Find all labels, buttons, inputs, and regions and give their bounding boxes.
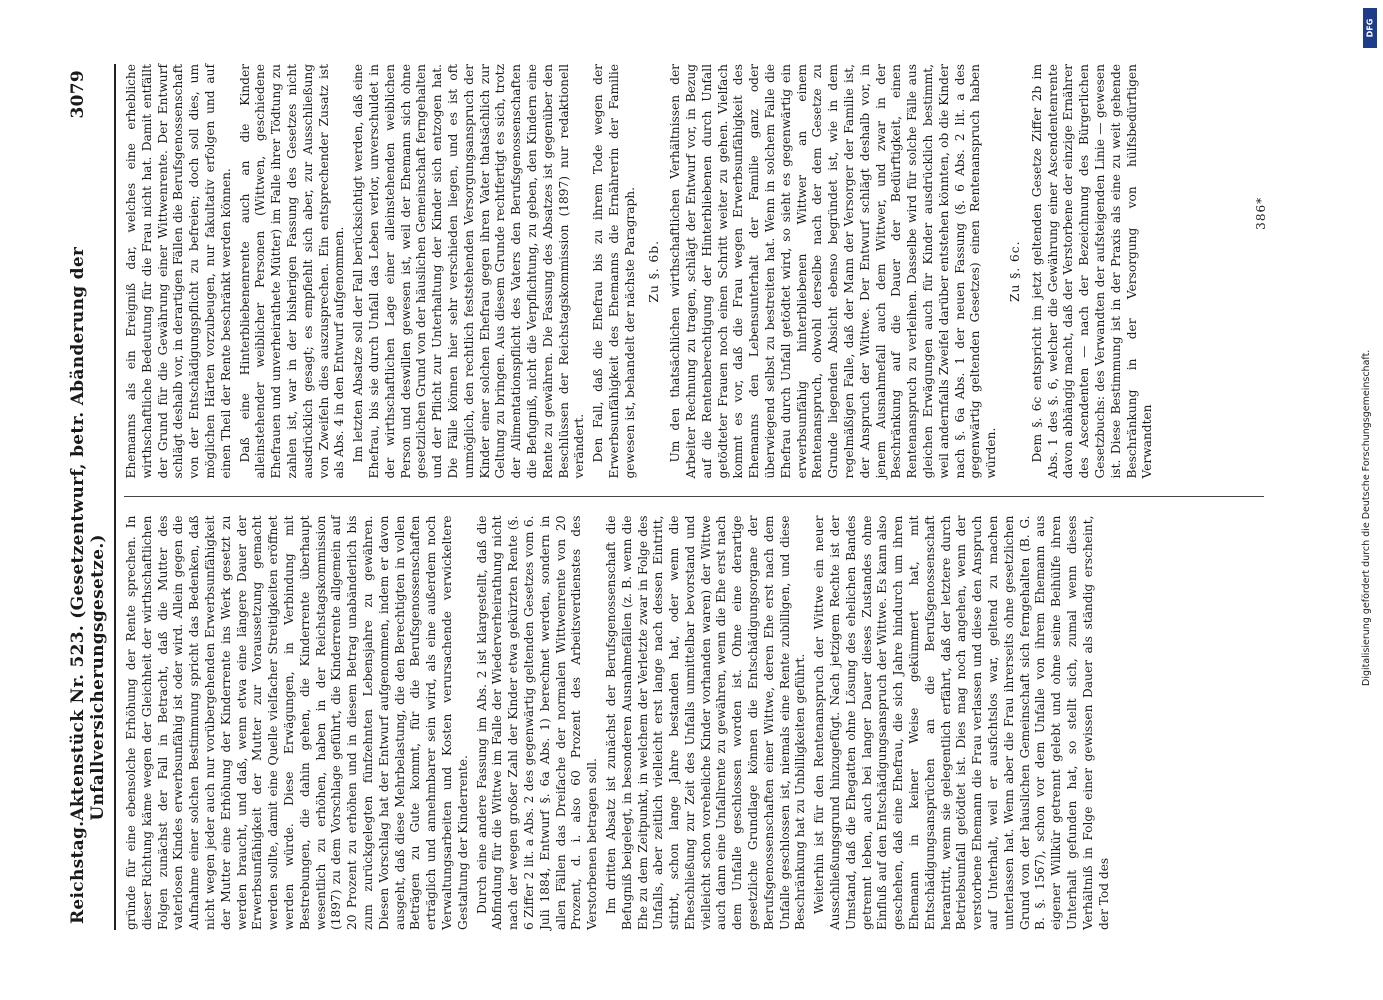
paragraph: Durch eine andere Fassung im Abs. 2 ist klargestellt, daß die Abfindung für die Wittwe im Falle der Wiederverheirathung nicht nach der wegen großer Zahl der Kinder etwa gekürzten Rente (§. 6 Ziffer 2 lit. a Abs. 2 des gegenwärtig geltenden Gesetzes vom 6. Juli 1884, Entwurf §. 6a Abs. 1) berechnet werden, sondern in allen Fällen das Dreifache der normalen Wittwenrente von 20 Prozent, d. i. also 60 Prozent des Arbeitsverdienstes des Verstorbenen betragen soll. [474, 515, 599, 930]
header-left: Reichstag. [67, 820, 88, 924]
page-number: 3079 [67, 70, 88, 119]
paragraph: Um den thatsächlichen wirthschaftlichen Verhältnissen der Arbeiter Rechnung zu tragen, schlägt der Entwurf vor, in Bezug auf die Rentenberechtigung der Hinterbliebenen durch Unfall getödteter Frauen noch einen Schritt weiter zu gehen. Vielfach kommt es vor, daß die Frau wegen Erwerbsunfähigkeit des Ehemanns den Lebensunterhalt der Familie ganz oder überwiegend selbst zu bestreiten hat. Wenn in solchem Falle die Ehefrau durch Unfall getödtet wird, so sieht es gegenwärtig ein erwerbsunfähig hinterbliebenen Wittwer an einem Rentenanspruch, obwohl derselbe nach der dem Gesetze zu Grunde liegenden Absicht ebenso begründet ist, wie in dem regelmäßigen Falle, daß der Mann der Versorger der Familie ist, der Anspruch der Wittwe. Der Entwurf schlägt deshalb vor, in jenem Ausnahmefall auch dem Wittwer, und zwar in der Beschränkung auf die Dauer der Bedürftigkeit, einen Rentenanspruch zu verleihen. Dasselbe wird für solche Fälle aus gleichen Erwägungen auch für Kinder ausdrücklich bestimmt, weil andernfalls Zweifel darüber entstehen könnten, ob die Kinder nach §. 6a Abs. 1 der neuen Fassung (§. 6 Abs. 2 lit. a des gegenwärtig geltenden Gesetzes) einen Rentenanspruch haben würden. [667, 64, 998, 479]
dfg-logo-text: DFG [1365, 18, 1375, 38]
right-column [123, 64, 1268, 479]
paragraph: Im dritten Absatz ist zunächst der Berufsgenossenschaft die Befugniß beigelegt, in besonderen Ausnahmefällen (z. B. wenn die Ehe zu dem Zeitpunkt, in welchem der Verletzte zwar in Folge des Unfalls, aber zeitlich vielleicht erst lange nach dessen Eintritt, stirbt, schon lange Jahre bestanden hat, oder wenn die Eheschließung zur Zeit des Unfalls unmittelbar bevorstand und vielleicht schon voreheliche Kinder vorhanden waren) der Wittwe auch dann eine Unfallrente zu gewähren, wenn die Ehe erst nach dem Unfalle geschlossen worden ist. Ohne eine derartige gesetzliche Grundlage können die Entschädigungsorgane der Berufsgenossenschaften einer Wittwe, deren Ehe erst nach dem Unfalle geschlossen ist, niemals eine Rente zubilligen, und diese Beschränkung hat zu Unbilligkeiten geführt. [603, 515, 807, 930]
paragraph: Weiterhin ist für den Rentenanspruch der Wittwe ein neuer Ausschließungsgrund hinzugefügt. Nach jetzigem Rechte ist der Umstand, daß die Ehegatten ohne Lösung des ehelichen Bandes getrennt leben, auch bei langer Dauer dieses Zustandes ohne Einfluß auf den Entschädigungsanspruch der Wittwe. Es kann also geschehen, daß eine Ehefrau, die sich Jahre hindurch um ihren Ehemann in keiner Weise gekümmert hat, mit Entschädigungsansprüchen an die Berufsgenossenschaft herantritt, wenn sie gelegentlich erfährt, daß der letztere durch Betriebsunfall getödtet ist. Dies mag noch angehen, wenn der verstorbene Ehemann die Frau verlassen und diese den Anspruch auf Unterhalt, weil er ausfichtslos war, geltend zu machen unterlassen hat. Wenn aber die Frau ihrerseits ohne gesetzlichen Grund von der häuslichen Gemeinschaft sich ferngehalten (B. G. B. §. 1567), schon vor dem Unfalle von ihrem Ehemann aus eigener Willkür getrennt gelebt und ohne seine Beihülfe ihren Unterhalt gefunden hat, so stellt sich, zumal wenn dieses Verhältniß in Folge einer gewissen Dauer als ständig erscheint, der Tod des [811, 515, 1111, 930]
section-heading-6c: Zu §. 6c. [1007, 240, 1022, 302]
signature-mark: 386* [1253, 196, 1268, 230]
header-rule [114, 64, 116, 930]
side-credit [1357, 6, 1377, 686]
section-heading-6b: Zu §. 6b. [646, 240, 660, 303]
side-credit-text: Digitalisierung gefördert durch die Deutsche Forschungsgemeinschaft. [1361, 349, 1372, 686]
dfg-logo [1363, 8, 1377, 48]
paragraph: Im letzten Absatze soll der Fall berücksichtigt werden, daß eine Ehefrau, bis sie durch Unfall das Leben verlor, unverschuldet in der wirthschaftlichen Lage einer alleinstehenden weiblichen Person und deswillen gewesen ist, weil der Ehemann sich ohne gesetzlichen Grund von der häuslichen Gemeinschaft ferngehalten und der Pflicht zur Unterhaltung der Kinder sich entzogen hat. Die Fälle können hier sehr verschieden liegen, und es ist oft unmöglich, den rechtlich feststehenden Versorgungsanspruch der Kinder einer solchen Ehefrau gegen ihren Vater thatsächlich zur Geltung zu bringen. Aus diesem Grunde rechtfertigt es sich, trotz der Alimentationspflicht des Vaters den Berufsgenossenschaften die Befugniß, nicht die Verpflichtung, zu geben, den Kindern eine Rente zu gewähren. Die Fassung des Absatzes ist gegenüber den Beschlüssen der Reichstagskommission (1897) nur redaktionell verändert. [350, 64, 586, 479]
rotated-document-page [42, 30, 1342, 970]
paragraph: Ehemanns als ein Ereigniß dar, welches eine erhebliche wirthschaftliche Bedeutung für die Frau nicht hat. Damit entfällt der Grund für die Gewährung einer Wittwenrente. Der Entwurf schlägt deshalb vor, in derartigen Fällen die Berufsgenossenschaft von der Entschädigungspflicht zu befreien; doch soll dies, um möglichen Härten vorzubeugen, nur fakultativ erfolgen und auf einen Theil der Rente beschränkt werden können. [123, 64, 233, 479]
paragraph: gründe für eine ebensolche Erhöhung der Rente sprechen. In dieser Richtung käme wegen der Gleichheit der wirthschaftlichen Folgen zunächst der Fall in Betracht, daß die Mutter des vaterlosen Kindes erwerbsunfähig ist oder wird. Allein gegen die Aufnahme einer solchen Bestimmung spricht das Bedenken, daß nicht wegen jeder auch nur vorübergehenden Erwerbsunfähigkeit der Mutter eine Erhöhung der Kinderrente ins Werk gesetzt zu werden braucht, und daß, wenn etwa eine längere Dauer der Erwerbsunfähigkeit der Mutter zur Voraussetzung gemacht werden sollte, damit eine Quelle vielfacher Streitigkeiten eröffnet werden würde. Diese Erwägungen, in Verbindung mit Bestrebungen, die dahin gehen, die Kinderrente überhaupt wesentlich zu erhöhen, haben in der Reichstagskommission (1897) zu dem Vorschlage geführt, die Kinderrente allgemein auf 20 Prozent zu erhöhen und in diesem Betrag unabänderlich bis zum zurückgelegten fünfzehnten Lebensjahre zu gewähren. Diesen Vorschlag hat der Entwurf aufgenommen, indem er davon ausgeht, daß diese Mehrbelastung, die den Berechtigten in vollen Beträgen zu Gute kommt, für die Berufsgenossenschaften erträglich und annehmbarer sein wird, als eine außerdem noch Verwaltungsarbeiten und Kosten verursachende verwickeltere Gestaltung der Kinderrente. [123, 515, 470, 930]
paragraph: Daß eine Hinterbliebenenrente auch an die Kinder alleinstehender weiblicher Personen (Wittwen, geschiedene Ehefrauen und unverheirathete Mütter) im Falle ihrer Tödtung zu zahlen ist, war in der bisherigen Fassung des Gesetzes nicht ausdrücklich gesagt; es empfiehlt sich aber, zur Ausschließung von Zweifeln dies auszusprechen. Ein entsprechender Zusatz ist als Abs. 4 in den Entwurf aufgenommen. [237, 64, 346, 479]
column-divider [124, 497, 1264, 498]
paragraph: Den Fall, daß die Ehefrau bis zu ihrem Tode wegen der Erwerbsunfähigkeit des Ehemanns die Ernährerin der Familie gewesen ist, behandelt der nächste Paragraph. [590, 64, 637, 479]
page-header [68, 64, 108, 930]
header-title: Aktenstück Nr. 523. (Gesetzentwurf, betr. Abänderung der Unfallversicherungsgesetze.) [67, 246, 108, 821]
left-column [124, 516, 1264, 931]
text-columns [123, 64, 1268, 930]
paragraph: Dem §. 6c entspricht im jetzt geltenden Gesetze Ziffer 2b im Abs. 1 des §. 6, welcher die Gewährung einer Ascendentenrente davon abhängig macht, daß der Verstorbene der einzige Ernährer des Ascendenten — nach der Bezeichnung des Bürgerlichen Gesetzbuchs: des Verwandten der aufsteigenden Linie — gewesen ist. Diese Bestimmung ist in der Praxis als eine zu weit gehende Beschränkung in der Versorgung von hülfsbedürftigen Verwandten [1029, 64, 1154, 479]
